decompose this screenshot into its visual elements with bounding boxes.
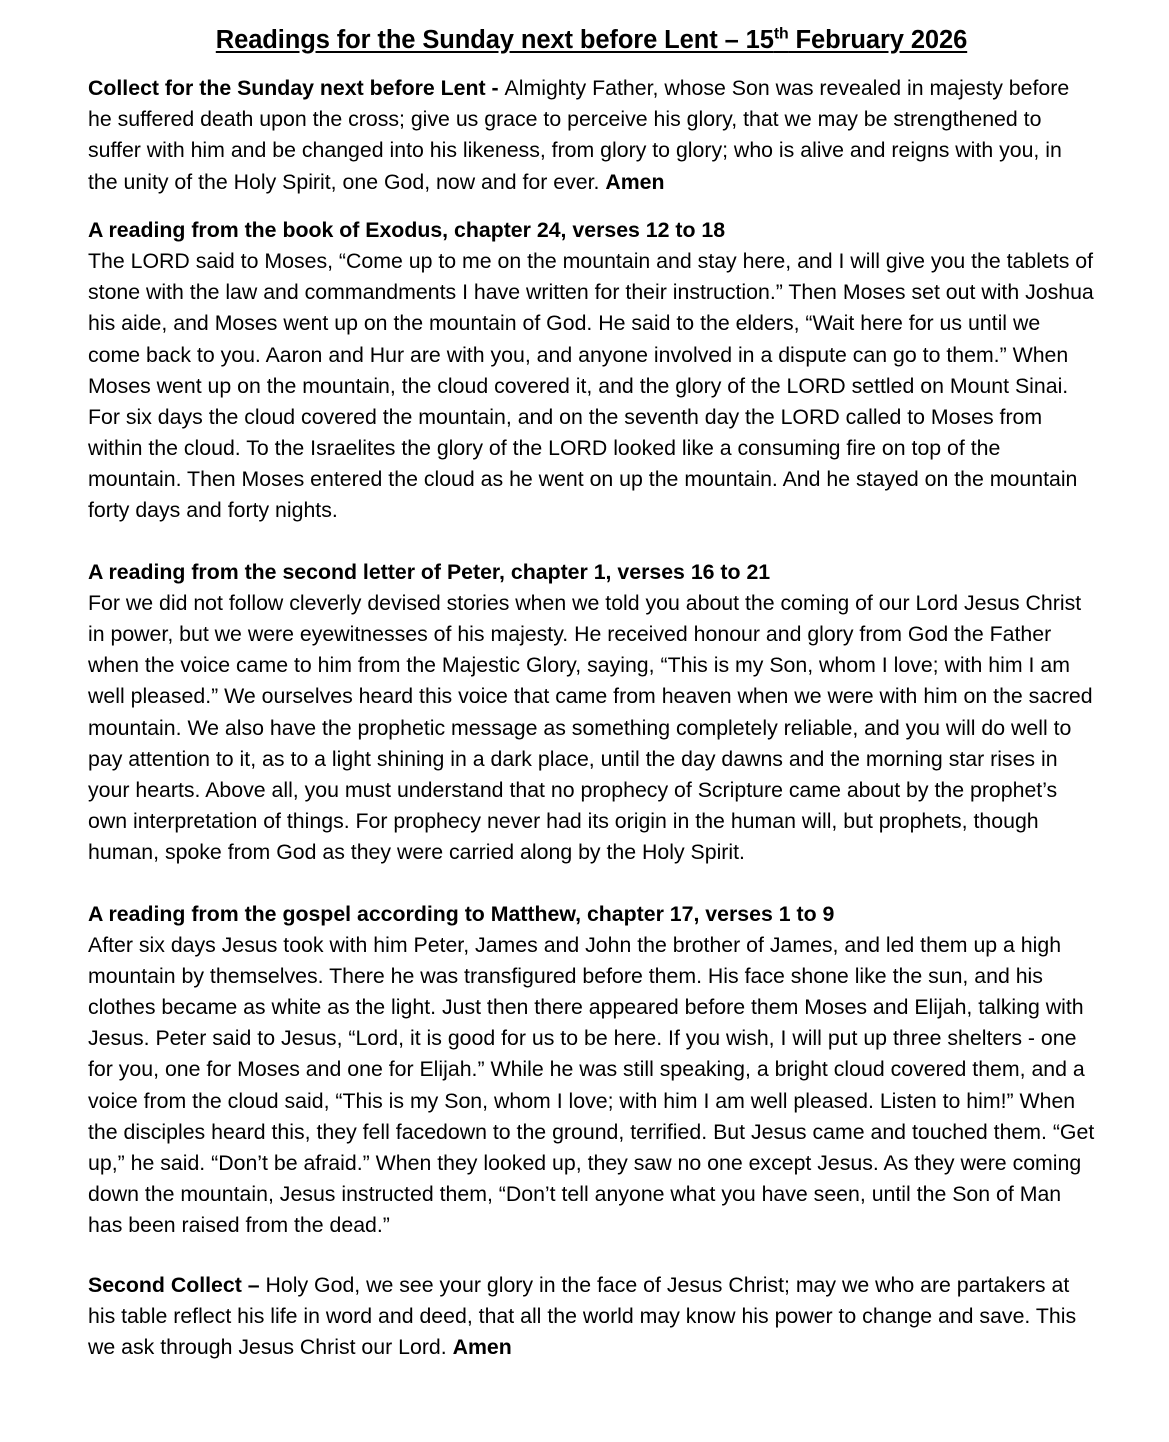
collect-amen: Amen (605, 169, 665, 194)
reading-peter-text: For we did not follow cleverly devised stories when we told you about the coming of our Lord Jesus Christ in power, but we were eyewitnesses of his majesty. He received honour and glory from God the Father when the voice came to him from the Majestic Glory, saying, “This is my Son, whom I love; with him I am well pleased.” We ourselves heard this voice that came from heaven when we were with him on the sacred mountain. We also have the prophetic message as something completely reliable, and you will do well to pay attention to it, as to a light shining in a dark place, until the day dawns and the morning star rises in your hearts. Above all, you must understand that no prophecy of Scripture came about by the prophet’s own interpretation of things. For prophecy never had its origin in the human will, but prophets, though human, spoke from God as they were carried along by the Holy Spirit. (88, 590, 1093, 865)
reading-exodus-heading: A reading from the book of Exodus, chapter 24, verses 12 to 18 (88, 217, 726, 242)
second-collect-lead-label: Second Collect – (88, 1272, 266, 1297)
reading-exodus-text: The LORD said to Moses, “Come up to me on the mountain and stay here, and I will give you the tablets of stone with the law and commandments I have written for their instruction.” Then Moses set out with Joshua his aide, and Moses went up on the mountain of God. He said to the elders, “Wait here for us until we come back to you. Aaron and Hur are with you, and anyone involved in a dispute can go to them.” When Moses went up on the mountain, the cloud covered it, and the glory of the LORD settled on Mount Sinai. For six days the cloud covered the mountain, and on the seventh day the LORD called to Moses from within the cloud. To the Israelites the glory of the LORD looked like a consuming fire on top of the mountain. Then Moses entered the cloud as he went on up the mountain. And he stayed on the mountain forty days and forty nights. (88, 248, 1094, 523)
page-title-text-part1: Readings for the Sunday next before Lent – 15 (215, 26, 774, 54)
second-collect-paragraph (88, 1270, 1095, 1364)
collect-paragraph (88, 73, 1095, 198)
reading-matthew-text: After six days Jesus took with him Peter, James and John the brother of James, and led them up a high mountain by themselves. There he was transfigured before them. His face shone like the sun, and his clothes became as white as the light. Just then there appeared before them Moses and Elijah, talking with Jesus. Peter said to Jesus, “Lord, it is good for us to be here. If you wish, I will put up three shelters - one for you, one for Moses and one for Elijah.” While he was still speaking, a bright cloud covered them, and a voice from the cloud said, “This is my Son, whom I love; with him I am well pleased. Listen to him!” When the disciples heard this, they fell facedown to the ground, terrified. But Jesus came and touched them. “Get up,” he said. “Don’t be afraid.” When they looked up, they saw no one except Jesus. As they were coming down the mountain, Jesus instructed them, “Don’t tell anyone what you have seen, until the Son of Man has been raised from the dead.” (88, 932, 1095, 1238)
second-collect-body-text: Holy God, we see your glory in the face of Jesus Christ; may we who are partakers at his table reflect his life in word and deed, that all the world may know his power to change and save. This we ask through Jesus Christ our Lord. (88, 1272, 1077, 1359)
collect-body-text: Almighty Father, whose Son was revealed in majesty before he suffered death upon the cross; give us grace to perceive his glory, that we may be strengthened to suffer with him and be changed into his likeness, from glory to glory; who is alive and reigns with you, in the unity of the Holy Spirit, one God, now and for ever. (88, 76, 1070, 194)
collect-lead-label: Collect for the Sunday next before Lent - (88, 76, 505, 100)
reading-peter-heading: A reading from the second letter of Peter, chapter 1, verses 16 to 21 (88, 559, 771, 584)
reading-matthew (88, 899, 1095, 1242)
reading-matthew-heading: A reading from the gospel according to Matthew, chapter 17, verses 1 to 9 (88, 901, 835, 926)
second-collect-amen: Amen (452, 1334, 512, 1359)
reading-exodus (88, 215, 1095, 527)
reading-peter (88, 557, 1095, 869)
page-title-ordinal-suffix: th (773, 25, 789, 43)
page-title-text-part2: February 2026 (788, 26, 968, 54)
page-title (88, 26, 1095, 55)
